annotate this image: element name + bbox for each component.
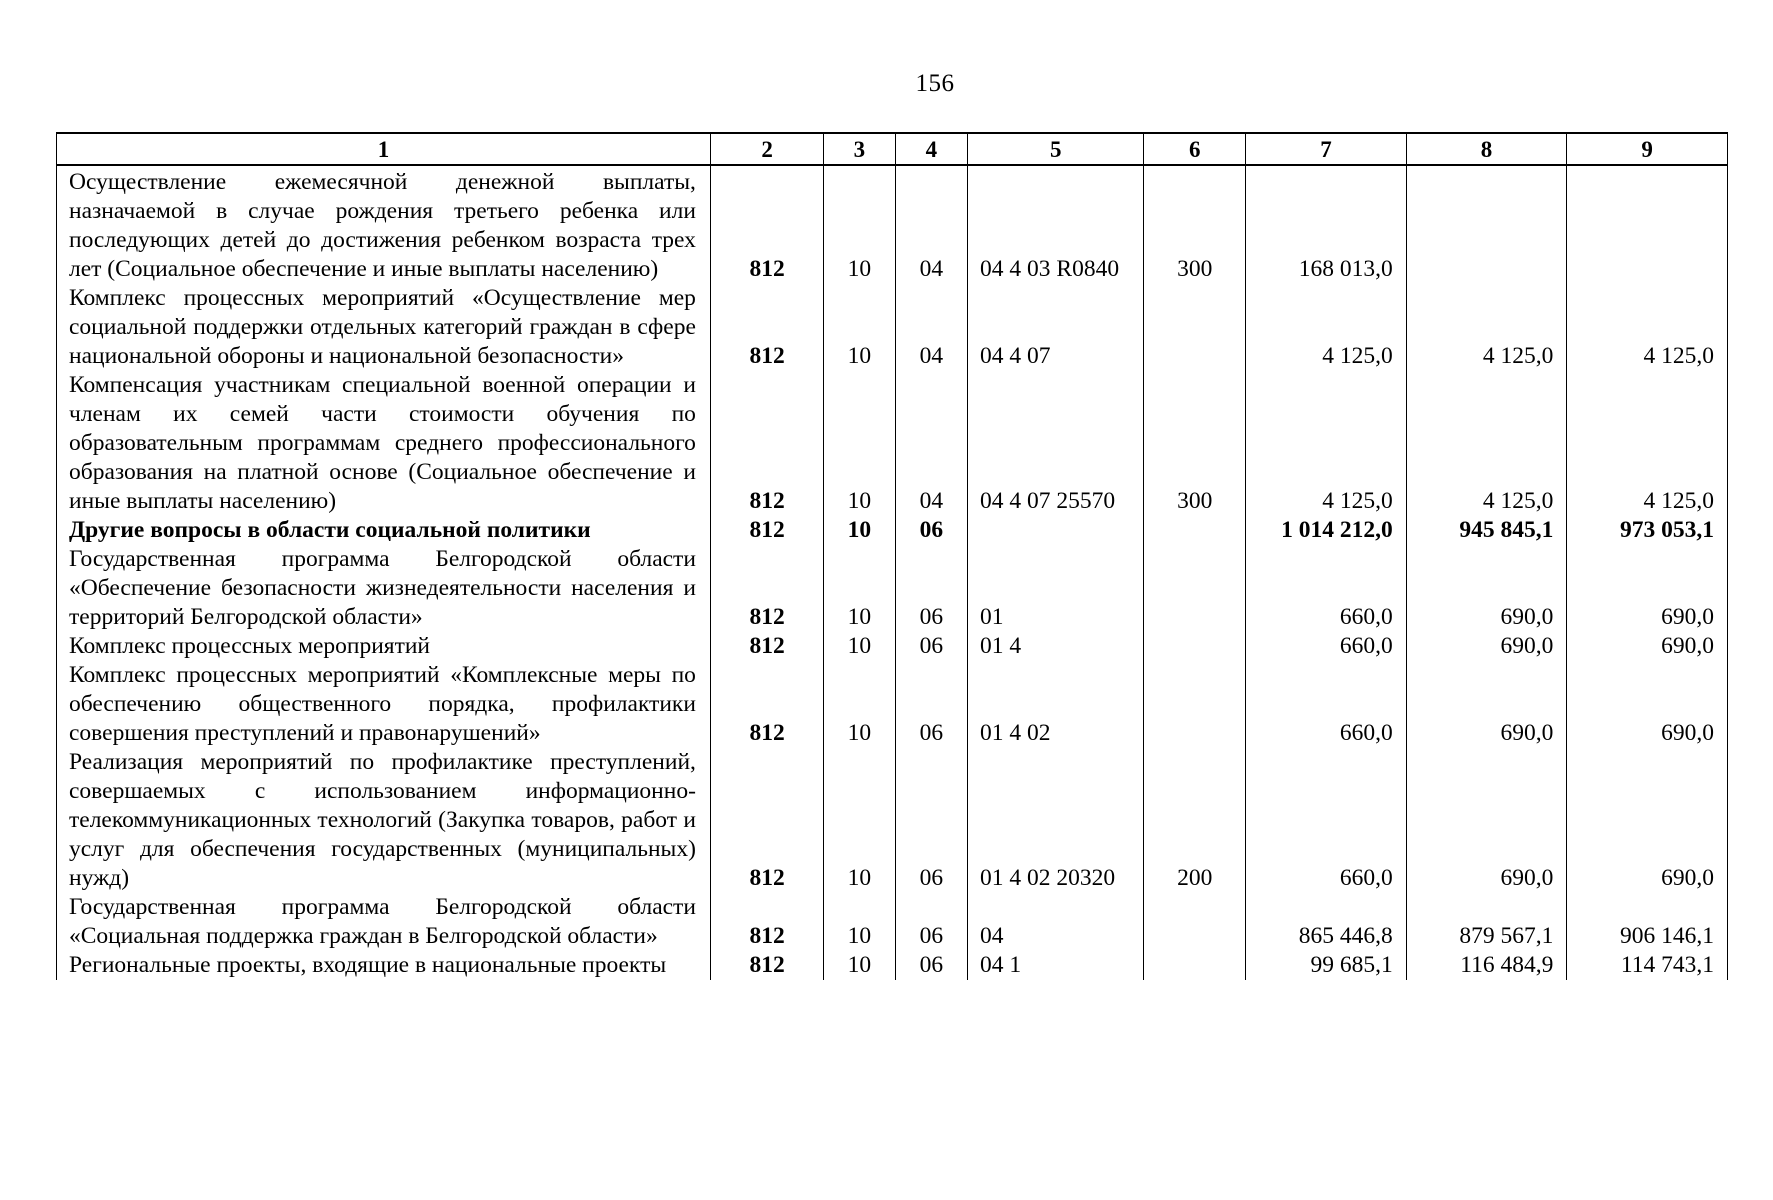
expense-type-cell <box>1144 661 1246 748</box>
section-cell: 10 <box>824 165 895 284</box>
subsection-cell: 04 <box>895 165 967 284</box>
row-name-cell: Комплекс процессных мероприятий <box>57 632 711 661</box>
amount-cell: 879 567,1 <box>1406 893 1567 951</box>
section-cell: 10 <box>824 951 895 980</box>
amount-cell: 660,0 <box>1246 661 1407 748</box>
expense-type-cell <box>1144 545 1246 632</box>
target-article-cell: 01 <box>968 545 1144 632</box>
code-cell: 812 <box>710 893 823 951</box>
subsection-cell: 06 <box>895 545 967 632</box>
header-cell: 8 <box>1406 133 1567 165</box>
subsection-cell: 06 <box>895 748 967 893</box>
amount-cell: 4 125,0 <box>1567 284 1728 371</box>
table-row <box>57 371 1728 516</box>
amount-cell: 690,0 <box>1406 632 1567 661</box>
amount-cell: 660,0 <box>1246 632 1407 661</box>
amount-cell: 690,0 <box>1567 748 1728 893</box>
subsection-cell: 04 <box>895 371 967 516</box>
amount-cell: 973 053,1 <box>1567 516 1728 545</box>
amount-cell: 690,0 <box>1406 661 1567 748</box>
row-name-cell: Комплекс процессных мероприятий «Комплексные меры по обеспечению общественного порядка, профилактики совершения преступлений и правонарушений» <box>57 661 711 748</box>
header-cell: 2 <box>710 133 823 165</box>
table-row <box>57 632 1728 661</box>
code-cell: 812 <box>710 516 823 545</box>
amount-cell: 906 146,1 <box>1567 893 1728 951</box>
amount-cell: 865 446,8 <box>1246 893 1407 951</box>
section-cell: 10 <box>824 893 895 951</box>
section-cell: 10 <box>824 284 895 371</box>
amount-cell: 690,0 <box>1567 545 1728 632</box>
section-cell: 10 <box>824 516 895 545</box>
budget-table <box>56 132 1728 980</box>
expense-type-cell: 200 <box>1144 748 1246 893</box>
amount-cell <box>1406 165 1567 284</box>
expense-type-cell: 300 <box>1144 371 1246 516</box>
amount-cell: 4 125,0 <box>1406 371 1567 516</box>
code-cell: 812 <box>710 748 823 893</box>
header-cell: 9 <box>1567 133 1728 165</box>
amount-cell: 99 685,1 <box>1246 951 1407 980</box>
table-row <box>57 661 1728 748</box>
expense-type-cell: 300 <box>1144 165 1246 284</box>
code-cell: 812 <box>710 951 823 980</box>
expense-type-cell <box>1144 632 1246 661</box>
page-number: 156 <box>915 70 955 97</box>
table-body <box>57 165 1728 980</box>
amount-cell: 4 125,0 <box>1406 284 1567 371</box>
expense-type-cell <box>1144 893 1246 951</box>
amount-cell: 4 125,0 <box>1246 371 1407 516</box>
table-row <box>57 893 1728 951</box>
target-article-cell: 04 1 <box>968 951 1144 980</box>
code-cell: 812 <box>710 661 823 748</box>
row-name-cell: Государственная программа Белгородской области «Социальная поддержка граждан в Белгородской области» <box>57 893 711 951</box>
header-cell: 3 <box>824 133 895 165</box>
target-article-cell: 01 4 02 20320 <box>968 748 1144 893</box>
expense-type-cell <box>1144 516 1246 545</box>
table-row <box>57 748 1728 893</box>
table-row <box>57 284 1728 371</box>
section-cell: 10 <box>824 661 895 748</box>
header-row <box>57 133 1728 165</box>
target-article-cell: 04 4 03 R0840 <box>968 165 1144 284</box>
target-article-cell: 04 4 07 <box>968 284 1144 371</box>
header-cell: 1 <box>57 133 711 165</box>
amount-cell: 690,0 <box>1406 748 1567 893</box>
section-cell: 10 <box>824 545 895 632</box>
amount-cell: 945 845,1 <box>1406 516 1567 545</box>
row-name-cell: Региональные проекты, входящие в национальные проекты <box>57 951 711 980</box>
amount-cell: 690,0 <box>1567 632 1728 661</box>
amount-cell: 4 125,0 <box>1567 371 1728 516</box>
header-cell: 4 <box>895 133 967 165</box>
table-row <box>57 545 1728 632</box>
subsection-cell: 06 <box>895 893 967 951</box>
amount-cell: 690,0 <box>1567 661 1728 748</box>
amount-cell: 116 484,9 <box>1406 951 1567 980</box>
amount-cell: 1 014 212,0 <box>1246 516 1407 545</box>
amount-cell: 168 013,0 <box>1246 165 1407 284</box>
amount-cell: 690,0 <box>1406 545 1567 632</box>
row-name-cell: Другие вопросы в области социальной политики <box>57 516 711 545</box>
amount-cell: 4 125,0 <box>1246 284 1407 371</box>
expense-type-cell <box>1144 951 1246 980</box>
row-name-cell: Осуществление ежемесячной денежной выплаты, назначаемой в случае рождения третьего ребенка или последующих детей до достижения ребенком возраста трех лет (Социальное обеспечение и иные выплаты населению) <box>57 165 711 284</box>
table-row <box>57 951 1728 980</box>
row-name-cell: Комплекс процессных мероприятий «Осуществление мер социальной поддержки отдельных категорий граждан в сфере национальной обороны и национальной безопасности» <box>57 284 711 371</box>
amount-cell: 660,0 <box>1246 545 1407 632</box>
expense-type-cell <box>1144 284 1246 371</box>
target-article-cell <box>968 516 1144 545</box>
header-cell: 5 <box>968 133 1144 165</box>
subsection-cell: 06 <box>895 661 967 748</box>
header-cell: 7 <box>1246 133 1407 165</box>
target-article-cell: 01 4 <box>968 632 1144 661</box>
target-article-cell: 04 <box>968 893 1144 951</box>
section-cell: 10 <box>824 371 895 516</box>
section-cell: 10 <box>824 748 895 893</box>
subsection-cell: 06 <box>895 516 967 545</box>
amount-cell <box>1567 165 1728 284</box>
subsection-cell: 04 <box>895 284 967 371</box>
row-name-cell: Реализация мероприятий по профилактике преступлений, совершаемых с использованием информационно-телекоммуникационных технологий (Закупка товаров, работ и услуг для обеспечения государственных (муниципальных) нужд) <box>57 748 711 893</box>
subsection-cell: 06 <box>895 632 967 661</box>
code-cell: 812 <box>710 165 823 284</box>
table-row <box>57 165 1728 284</box>
amount-cell: 660,0 <box>1246 748 1407 893</box>
row-name-cell: Государственная программа Белгородской области «Обеспечение безопасности жизнедеятельности населения и территорий Белгородской области» <box>57 545 711 632</box>
section-cell: 10 <box>824 632 895 661</box>
header-cell: 6 <box>1144 133 1246 165</box>
amount-cell: 114 743,1 <box>1567 951 1728 980</box>
code-cell: 812 <box>710 545 823 632</box>
target-article-cell: 01 4 02 <box>968 661 1144 748</box>
row-name-cell: Компенсация участникам специальной военной операции и членам их семей части стоимости обучения по образовательным программам среднего профессионального образования на платной основе (Социальное обеспечение и иные выплаты населению) <box>57 371 711 516</box>
target-article-cell: 04 4 07 25570 <box>968 371 1144 516</box>
code-cell: 812 <box>710 632 823 661</box>
table-row <box>57 516 1728 545</box>
code-cell: 812 <box>710 371 823 516</box>
code-cell: 812 <box>710 284 823 371</box>
subsection-cell: 06 <box>895 951 967 980</box>
